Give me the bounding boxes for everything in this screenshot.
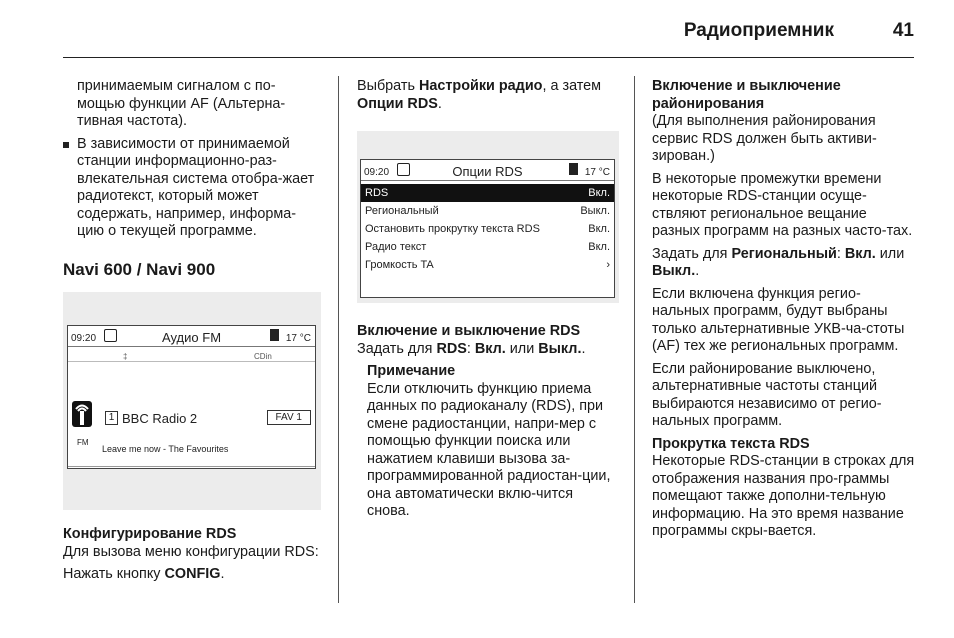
radio-antenna-icon [72, 401, 92, 427]
clock-time: 09:20 [71, 333, 97, 344]
subsection-heading: Прокрутка текста RDS [652, 435, 810, 452]
paragraph: (Для выполнения районирования сервис RDS должен быть активи-зирован.) [652, 113, 877, 164]
column-middle [357, 78, 619, 526]
temperature: 17 °C [584, 167, 610, 178]
menu-row-rds[interactable]: RDS Вкл. [361, 184, 614, 202]
paragraph: Если включена функция регио-нальных программ, будут выбраны только альтернативные УКВ-ча-стоты (AF) тех же региональных программ. [652, 285, 905, 354]
display-screen [360, 159, 615, 298]
header-rule [63, 57, 914, 58]
preset-number: 1 [105, 411, 118, 425]
temperature: 17 °C [285, 333, 311, 344]
fav-button[interactable]: FAV 1 [267, 410, 312, 425]
audio-fm-screen-figure [63, 292, 321, 510]
clock-time: 09:20 [364, 167, 390, 178]
thermometer-icon [569, 163, 578, 175]
menu-row-ta-volume[interactable]: Громкость TA › [361, 256, 614, 274]
divider [68, 466, 315, 467]
paragraph: Если районирование выключено, альтернативные частоты станций выбираются независимо от регио-нальных программ. [652, 360, 882, 429]
radio-text: Leave me now - The Favourites [102, 444, 229, 454]
sub-bar [68, 347, 315, 362]
column-left [63, 78, 319, 589]
paragraph: Для вызова меню конфигурации RDS: [63, 543, 319, 560]
config-key: CONFIG [164, 566, 221, 582]
screen-title: Опции RDS [452, 164, 523, 179]
menu-row-stop-scroll[interactable]: Остановить прокрутку текста RDS Вкл. [365, 223, 610, 235]
screen-title: Аудио FM [161, 330, 222, 345]
bullet-item: В зависимости от принимаемой станции информационно-раз-влекательная система отобра-жает радиотекст, который может содержать, например, информа-цию о текущей программе. [63, 136, 319, 241]
station-name: BBC Radio 2 [122, 411, 198, 426]
paragraph: Задать для Региональный: Вкл. или Выкл.. [652, 245, 905, 279]
note-text: Если отключить функцию приема данных по радиоканалу (RDS), при смене радиостанции, напри-мер с помощью функции поиска или нажатием клавиши вызова за-программированной радиостан-ции, она автоматически вклю-чится снова. [367, 380, 611, 519]
note-block [357, 363, 619, 521]
column-right [652, 78, 917, 546]
paragraph: Выбрать Настройки радио, а затем Опции RDS. [357, 78, 602, 112]
page-number: 41 [892, 20, 914, 41]
thermometer-icon [270, 329, 279, 341]
paragraph: Некоторые RDS-станции в строках для отображения названия про-граммы помещают также дополни-тельную информацию. На это время название программы скры-вается. [652, 453, 915, 539]
subsection-heading: Конфигурирование RDS [63, 526, 237, 542]
paragraph: В некоторые промежутки времени некоторые RDS-станции осуще-ствляют региональное вещание разных программ на разных часто-тах. [652, 170, 913, 239]
subsection-heading: Включение и выключение RDS [357, 323, 581, 339]
paragraph: Задать для RDS: Вкл. или Выкл.. [357, 340, 586, 357]
subsection-heading: Включение и выключение районирования [652, 78, 841, 112]
chevron-right-icon: › [606, 259, 610, 271]
page-header-title: Радиоприемник [683, 20, 834, 41]
paragraph: принимаемым сигналом с по-мощью функции AF (Альтерна-тивная частота). [77, 78, 286, 129]
rds-options-screen-figure [357, 131, 619, 303]
column-divider [634, 76, 635, 603]
antenna-signal-icon: ‡ [123, 352, 128, 361]
source-cdin: CDin [254, 352, 272, 361]
section-heading: Navi 600 / Navi 900 [63, 259, 216, 279]
menu-row-regional[interactable]: Региональный Выкл. [365, 205, 610, 217]
column-divider [338, 76, 339, 603]
menu-row-radio-text[interactable]: Радио текст Вкл. [365, 241, 610, 253]
display-screen [67, 325, 316, 469]
status-bar [68, 326, 315, 347]
paragraph: Нажать кнопку CONFIG. [63, 566, 225, 582]
status-bar [361, 160, 614, 181]
note-title: Примечание [367, 363, 456, 379]
band-label: FM [77, 438, 89, 447]
